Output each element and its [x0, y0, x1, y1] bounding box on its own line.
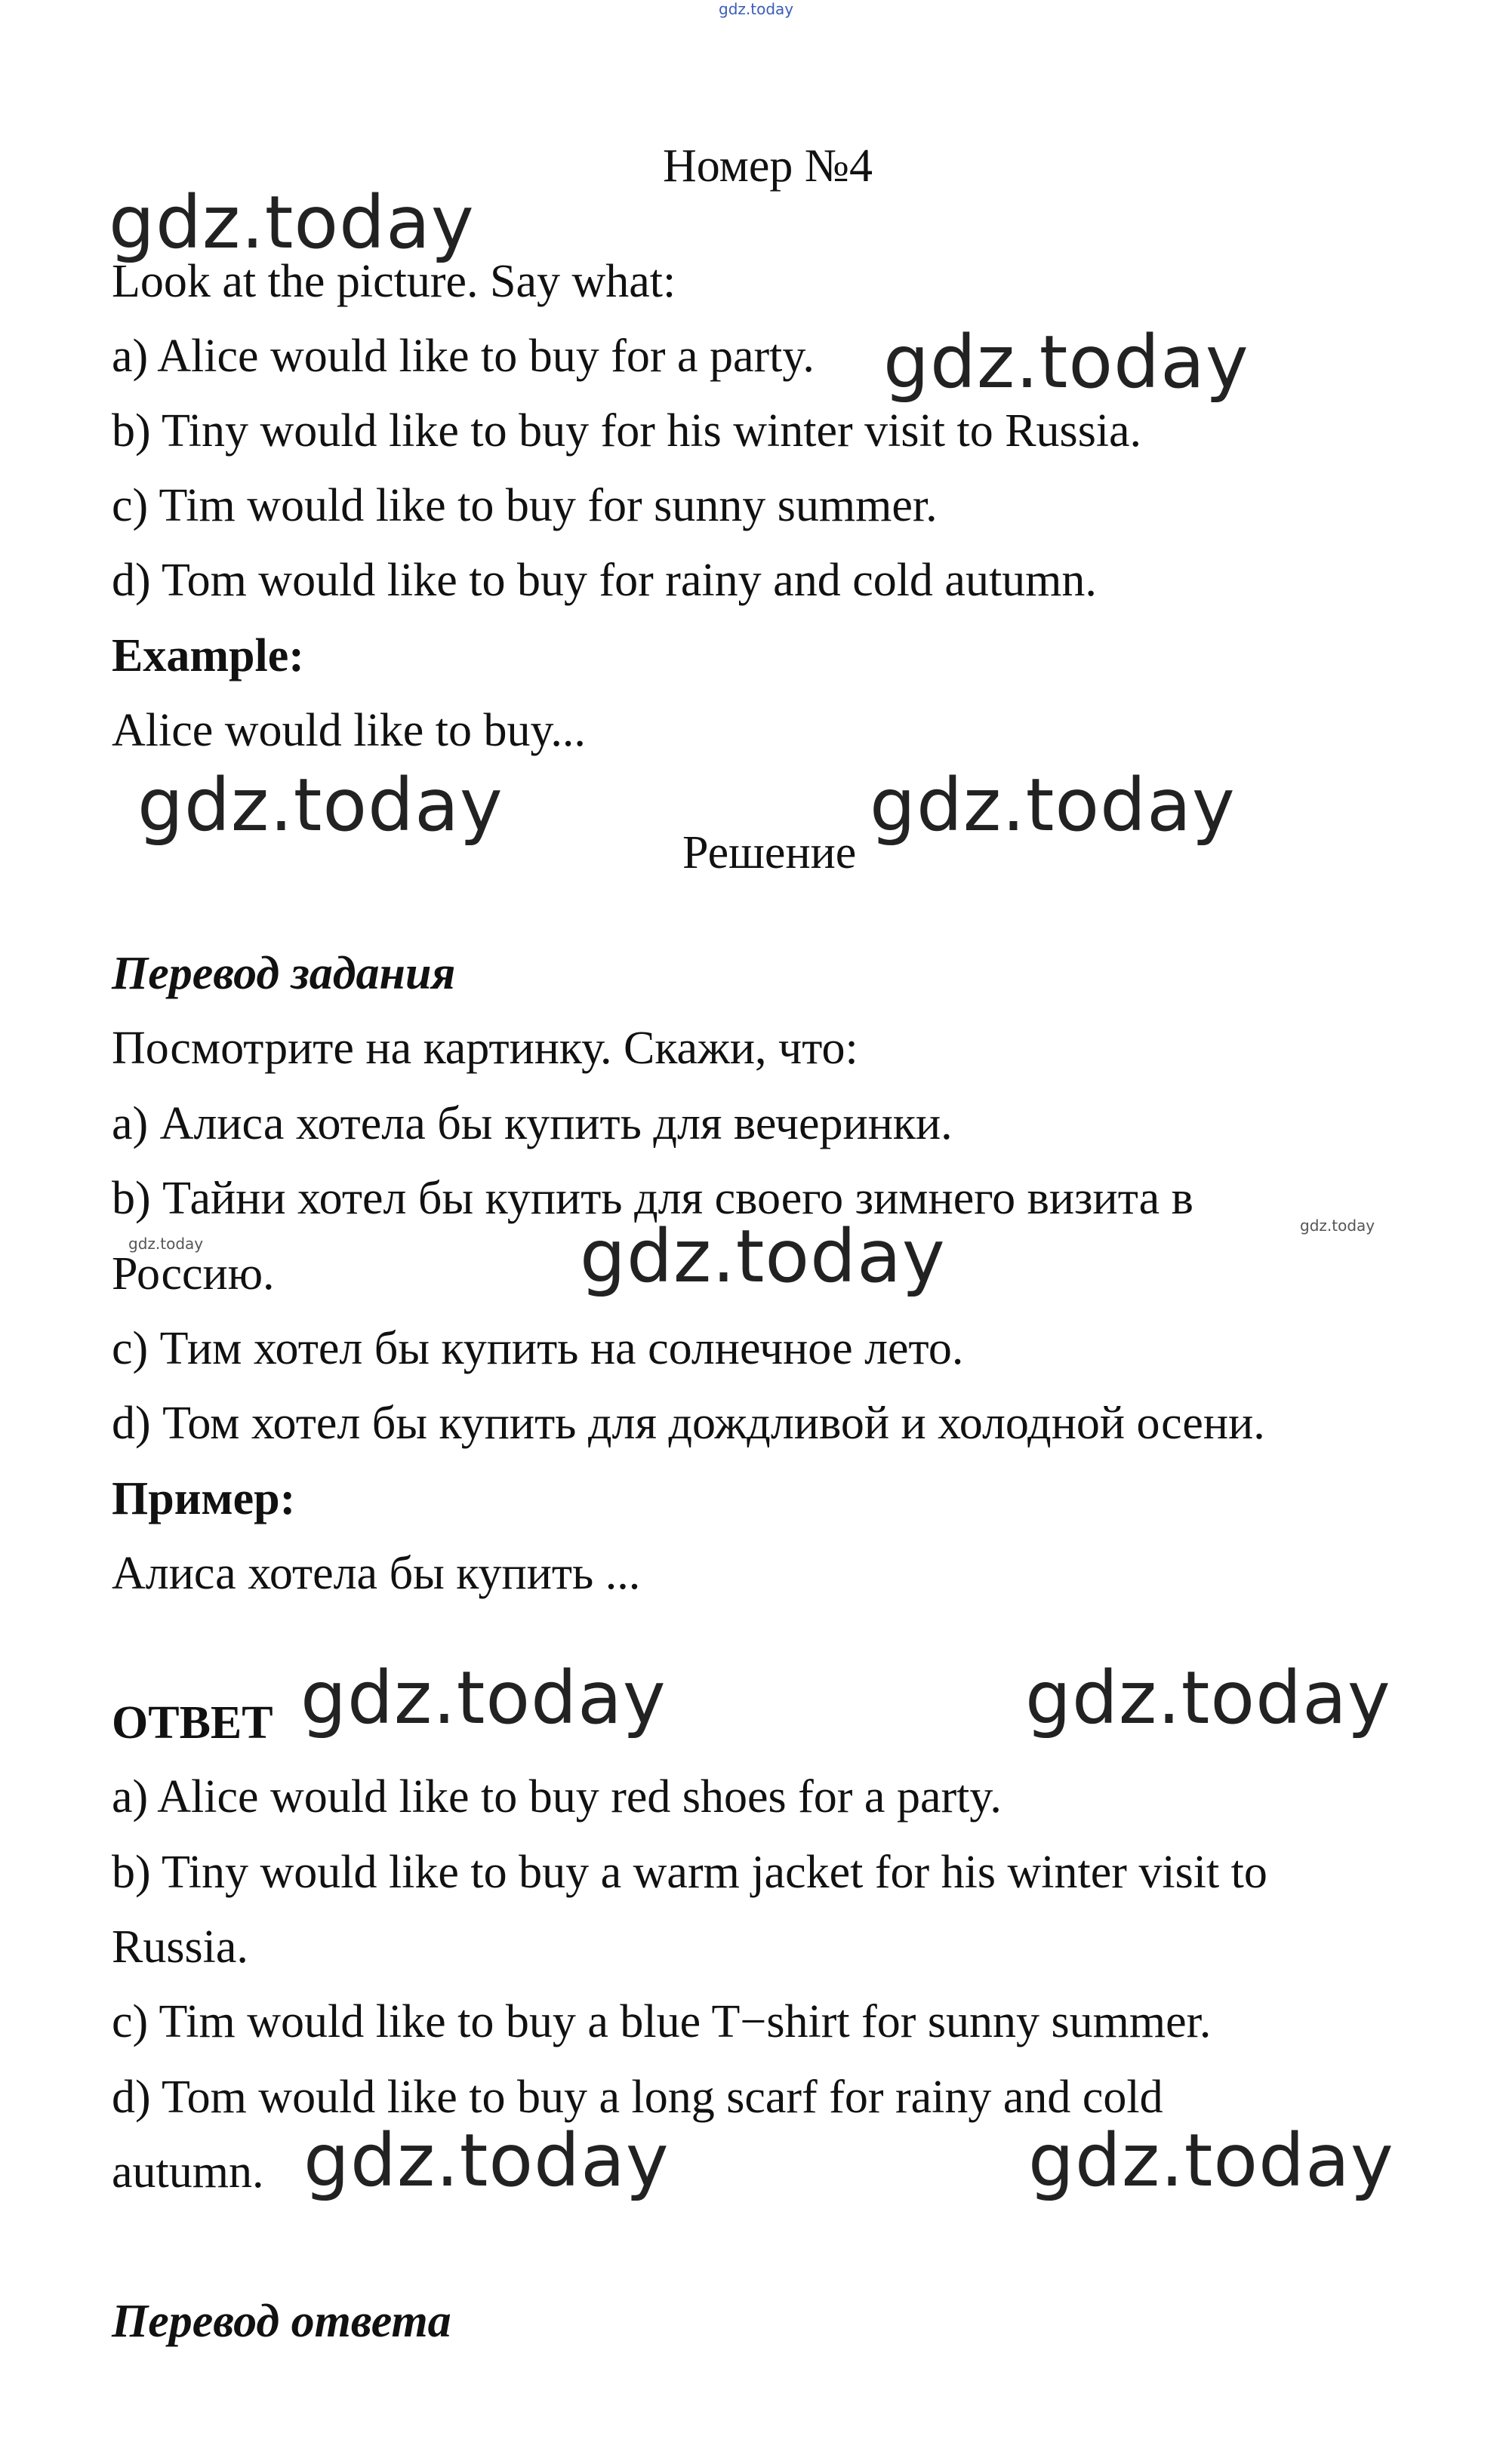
translation-heading: Перевод задания — [112, 948, 456, 999]
watermark: gdz.today — [300, 1656, 667, 1740]
task-item-c: c) Tim would like to buy for sunny summer. — [112, 480, 938, 531]
task-item-b: b) Tiny would like to buy for his winter visit to Russia. — [112, 405, 1142, 457]
answer-item-d-cont: autumn. — [112, 2146, 264, 2198]
answer-translation-heading: Перевод ответа — [112, 2296, 451, 2347]
translation-example-text: Алиса хотела бы купить ... — [112, 1548, 641, 1599]
page-title: Номер №4 — [663, 140, 873, 192]
watermark: gdz.today — [303, 2118, 670, 2203]
watermark: gdz.today — [870, 763, 1236, 847]
translation-item-b: b) Тайни хотел бы купить для своего зимнего визита в — [112, 1173, 1193, 1224]
translation-example-label: Пример: — [112, 1473, 296, 1524]
answer-item-b: b) Tiny would like to buy a warm jacket for his winter visit to — [112, 1847, 1267, 1898]
solution-label: Решение — [682, 827, 857, 878]
answer-item-d: d) Tom would like to buy a long scarf for rainy and cold — [112, 2072, 1163, 2123]
watermark: gdz.today — [883, 320, 1249, 405]
translation-item-a: a) Алиса хотела бы купить для вечеринки. — [112, 1098, 953, 1149]
translation-item-d: d) Том хотел бы купить для дождливой и холодной осени. — [112, 1398, 1265, 1449]
watermark: gdz.today — [1025, 1656, 1391, 1740]
answer-item-a: a) Alice would like to buy red shoes for a party. — [112, 1771, 1002, 1823]
task-item-a: a) Alice would like to buy for a party. — [112, 331, 815, 382]
task-item-d: d) Tom would like to buy for rainy and cold autumn. — [112, 555, 1097, 606]
watermark: gdz.today — [580, 1214, 946, 1299]
task-intro: Look at the picture. Say what: — [112, 256, 676, 307]
watermark: gdz.today — [1028, 2118, 1394, 2203]
translation-intro: Посмотрите на картинку. Скажи, что: — [112, 1023, 858, 1074]
translation-item-b-cont: Россию. — [112, 1248, 275, 1300]
watermark: gdz.today — [109, 180, 475, 265]
watermark: gdz.today — [128, 1235, 204, 1253]
watermark: gdz.today — [1300, 1217, 1375, 1235]
watermark: gdz.today — [137, 763, 504, 847]
answer-item-c: c) Tim would like to buy a blue T−shirt for sunny summer. — [112, 1996, 1212, 2047]
answer-heading: ОТВЕТ — [112, 1697, 273, 1749]
example-label: Example: — [112, 630, 304, 681]
top-watermark: gdz.today — [719, 0, 794, 18]
example-text: Alice would like to buy... — [112, 705, 586, 756]
translation-item-c: c) Тим хотел бы купить на солнечное лето. — [112, 1323, 964, 1374]
answer-item-b-cont: Russia. — [112, 1921, 248, 1973]
